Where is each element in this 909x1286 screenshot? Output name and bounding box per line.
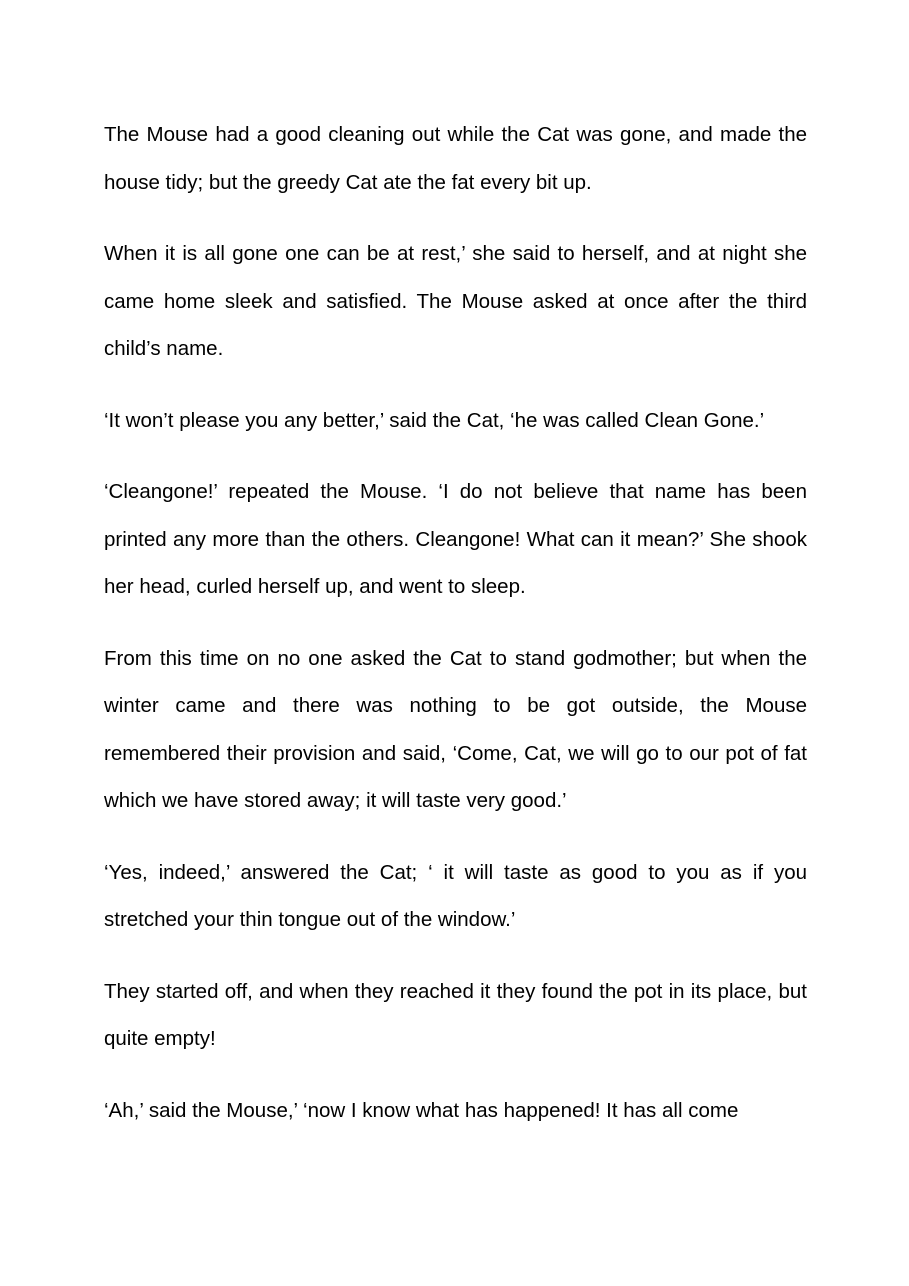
paragraph: They started off, and when they reached it they found the pot in its place, but quite empty! <box>104 979 807 1050</box>
paragraph: From this time on no one asked the Cat to stand godmother; but when the winter came and there was nothing to be got outside, the Mouse remembered their provision and said, ‘Come, Cat, we will go to our pot of fat which we have stored away; it will taste very good.’ <box>104 646 807 812</box>
paragraph: ‘Cleangone!’ repeated the Mouse. ‘I do not believe that name has been printed any more than the others. Cleangone! What can it mean?’ She shook her head, curled herself up, and went to sleep. <box>104 480 807 598</box>
paragraph: When it is all gone one can be at rest,’ she said to herself, and at night she came home sleek and satisfied. The Mouse asked at once after the third child’s name. <box>104 242 807 360</box>
paragraph: ‘Yes, indeed,’ answered the Cat; ‘ it will taste as good to you as if you stretched your thin tongue out of the window.’ <box>104 860 807 931</box>
paragraph: ‘Ah,’ said the Mouse,’ ‘now I know what has happened! It has all come <box>104 1098 739 1122</box>
paragraph: The Mouse had a good cleaning out while the Cat was gone, and made the house tidy; but the greedy Cat ate the fat every bit up. <box>104 123 807 194</box>
document-body <box>104 111 807 1158</box>
paragraph: ‘It won’t please you any better,’ said the Cat, ‘he was called Clean Gone.’ <box>104 408 765 432</box>
